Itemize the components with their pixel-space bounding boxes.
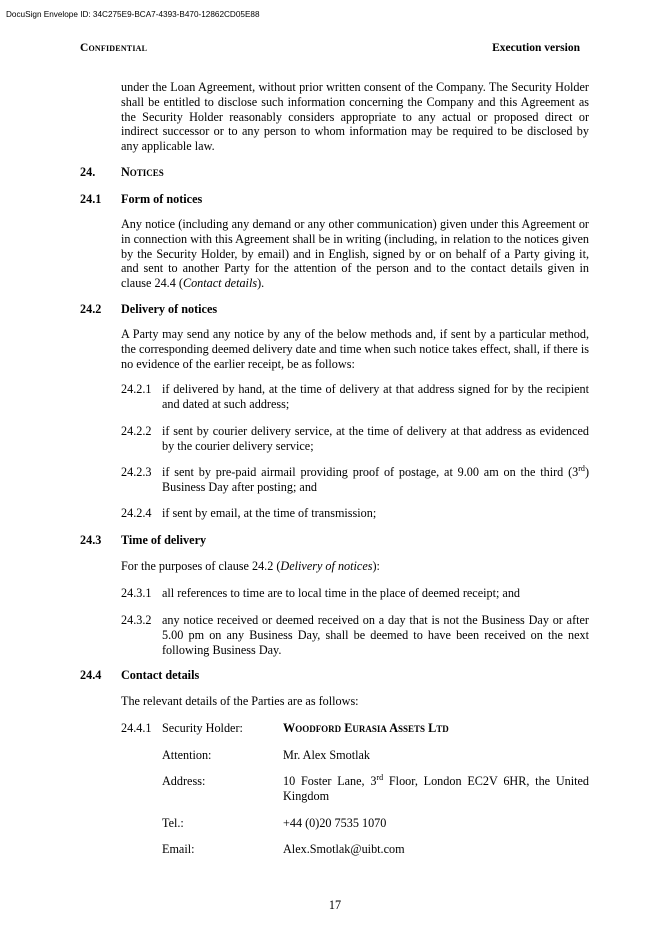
docusign-envelope-id: DocuSign Envelope ID: 34C275E9-BCA7-4393-B470-12862CD05E88: [6, 10, 260, 19]
page-number: 17: [328, 898, 342, 912]
clause-24-3-2-number: 24.3.2: [121, 613, 152, 627]
security-holder-label: Security Holder:: [162, 721, 243, 735]
clause-24-2-number: 24.2: [80, 302, 102, 316]
clause-24-1-text: Any notice (including any demand or any other communication) given under this Agreement or in connection with this Agreement shall be in writing (including, in relation to the notices given by the Security Holder, by email) and in English, signed by or on behalf of a Party giving it, and sent to another Party for the attention of the person and to the contact details given in clause 24.4 (Contact details).: [121, 217, 589, 291]
header-execution-version: Execution version: [492, 42, 580, 54]
attention-value: Mr. Alex Smotlak: [283, 748, 371, 762]
clause-24-3-1-text: all references to time are to local time in the place of deemed receipt; and: [162, 586, 521, 600]
section-24-title: Notices: [121, 165, 164, 179]
tel-value: +44 (0)20 7535 1070: [283, 816, 387, 830]
clause-24-2-1-text: if delivered by hand, at the time of delivery at that address signed for by the recipient and dated at such address;: [162, 382, 589, 411]
clause-24-2-1-number: 24.2.1: [121, 382, 152, 396]
clause-24-3-2-text: any notice received or deemed received on a day that is not the Business Day or after 5.00 pm on any Business Day, shall be deemed to have been received on the next following Business Day.: [162, 613, 589, 657]
clause-24-2-text: A Party may send any notice by any of the below methods and, if sent by a particular method, the corresponding deemed delivery date and time when such notice takes effect, shall, if there is no evidence of the earlier receipt, be as follows:: [121, 327, 589, 371]
section-24-number: 24.: [80, 165, 96, 179]
clause-24-2-4-text: if sent by email, at the time of transmission;: [162, 506, 377, 520]
header-confidential: Confidential: [80, 42, 148, 54]
clause-24-4-1-number: 24.4.1: [121, 721, 152, 735]
clause-24-3-1-number: 24.3.1: [121, 586, 152, 600]
attention-label: Attention:: [162, 748, 212, 762]
clause-24-3-text: For the purposes of clause 24.2 (Delivery of notices):: [121, 559, 380, 573]
clause-24-2-3-text: if sent by pre-paid airmail providing proof of postage, at 9.00 am on the third (3rd) Business Day after posting; and: [162, 463, 589, 494]
clause-24-2-2-text: if sent by courier delivery service, at the time of delivery at that address as evidenced by the courier delivery service;: [162, 424, 589, 453]
clause-24-2-title: Delivery of notices: [121, 302, 218, 316]
clause-24-3-title: Time of delivery: [121, 533, 207, 547]
tel-label: Tel.:: [162, 816, 184, 830]
clause-24-4-text: The relevant details of the Parties are as follows:: [121, 694, 359, 708]
intro-paragraph: under the Loan Agreement, without prior written consent of the Company. The Security Holder shall be entitled to disclose such information concerning the Company and this Agreement as the Security Holder reasonably considers appropriate to any actual or proposed direct or indirect successor or to any person to whom information may be required to be disclosed by any applicable law.: [121, 80, 589, 154]
email-value: Alex.Smotlak@uibt.com: [283, 842, 405, 856]
clause-24-3-number: 24.3: [80, 533, 102, 547]
clause-24-4-title: Contact details: [121, 668, 200, 682]
address-value: 10 Foster Lane, 3rd Floor, London EC2V 6HR, the United Kingdom: [283, 772, 590, 803]
clause-24-2-3-number: 24.2.3: [121, 465, 152, 479]
email-label: Email:: [162, 842, 195, 856]
clause-24-1-number: 24.1: [80, 192, 102, 206]
clause-24-2-2-number: 24.2.2: [121, 424, 152, 438]
clause-24-2-4-number: 24.2.4: [121, 506, 152, 520]
clause-24-4-number: 24.4: [80, 668, 102, 682]
security-holder-value: Woodford Eurasia Assets Ltd: [283, 721, 449, 735]
address-label: Address:: [162, 774, 206, 788]
clause-24-1-title: Form of notices: [121, 192, 203, 206]
